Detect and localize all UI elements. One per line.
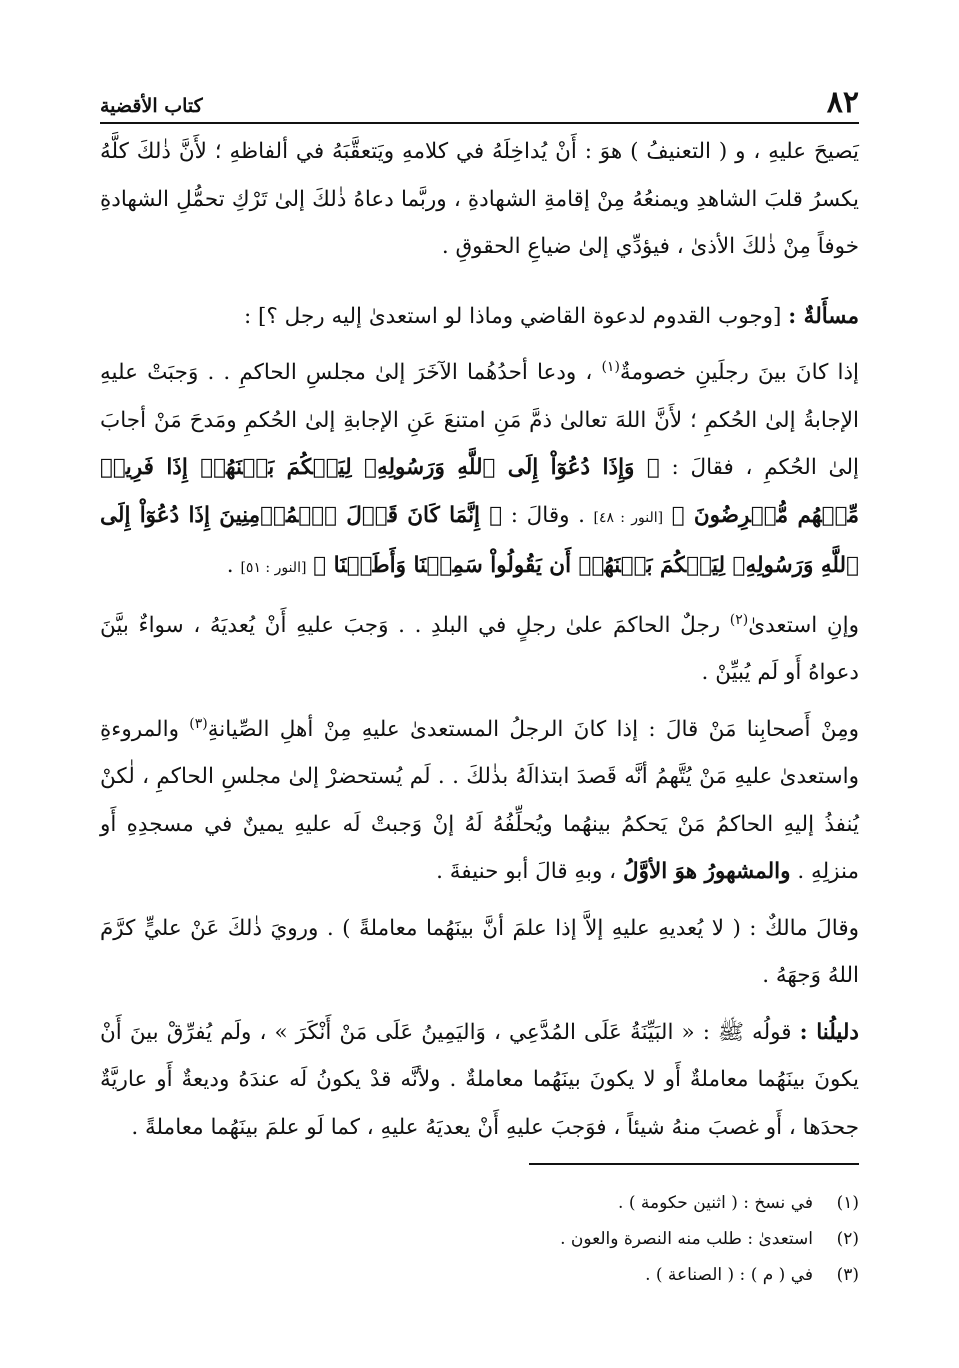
footnote-3 bbox=[100, 1257, 859, 1293]
paragraph-5-text-a: ومِنْ أَصحابِنا مَنْ قالَ : إذا كانَ الرجلُ المستعدىٰ عليهِ مِنْ أهلِ الصِّيانةِ bbox=[207, 716, 859, 742]
footnote-number: (٢) bbox=[836, 1229, 859, 1249]
footnote-text: استعدىٰ : طلب منه النصرة والعون . bbox=[560, 1229, 813, 1249]
footnote-number: (٣) bbox=[836, 1265, 859, 1285]
paragraph-1 bbox=[100, 128, 859, 271]
paragraph-4-text-a: وإنِ استعدىٰ bbox=[748, 612, 859, 638]
issue-heading bbox=[100, 293, 859, 341]
page-header bbox=[100, 78, 859, 124]
paragraph-5-text-b: والمروءةِ واستعدىٰ عليهِ مَنْ يُتَّهمُ أنَّه قَصدَ ابتذالَهُ بذٰلكَ . . لَم يُستحضرْ إلىٰ مجلسِ الحاكمِ ، لٰكنْ يُنفذُ إليهِ الحاكمُ مَنْ يَحكمُ بينهُما ويُحلِّفُهُ لَهُ إنْ وَجبتْ لَه عليهِ يمينٌ في مسجدِهِ أَو منزلِهِ . bbox=[100, 716, 859, 884]
quran-verse-1: ﴿ وَإِذَا دُعُوٓاْ إِلَى ٱللَّهِ وَرَسُولِهِۦ لِيَحۡكُمَ بَيۡنَهُمۡ إِذَا فَرِيقٞ مِّنۡهُم مُّعۡرِضُونَ ﴾ bbox=[100, 455, 859, 528]
page-number: ٨٢ bbox=[826, 85, 859, 120]
footnote-text: في نسخ : ( اثنين حكومة ) . bbox=[618, 1193, 813, 1213]
paragraph-6 bbox=[100, 905, 859, 1000]
footnote-text: في ( م ) : ( الصناعة ) . bbox=[645, 1265, 813, 1285]
paragraph-3-text-c: . وقالَ : bbox=[510, 502, 585, 528]
paragraph-4 bbox=[100, 602, 859, 697]
paragraph-5-bold: والمشهورُ هوَ الأوَّلُ bbox=[622, 859, 791, 884]
paragraph-1-text: يَصيحَ عليهِ ، و ( التعنيفُ ) هوَ : أَنْ يُداخِلَهُ في كلامهِ ويَتعقَّبَهُ في ألفاظهِ ؛ لأَنَّ ذٰلكَ كلَّهُ يكسرُ قلبَ الشاهدِ ويمنعُهُ مِنْ إقامةِ الشهادةِ ، وربَّما دعاهُ ذٰلكَ إلىٰ تَرْكِ تحمُّلِ الشهادةِ خوفاً مِنْ ذٰلكَ الأذىٰ ، فيؤدِّي إلىٰ ضياعِ الحقوقِ . bbox=[100, 139, 859, 259]
paragraph-6-text: وقالَ مالكٌ : ( لا يُعديهِ عليهِ إلاَّ إذا علمَ أنَّ بينَهُما معاملةً ) . ورويَ ذٰلكَ عَنْ عليٍّ كرَّمَ اللهُ وَجهَهُ . bbox=[100, 915, 859, 988]
paragraph-3-text-a: إذا كانَ بينَ رجلَينِ خصومةٌ bbox=[619, 360, 859, 385]
footnote-mark-2: (٢) bbox=[729, 611, 749, 628]
footnote-mark-3: (٣) bbox=[189, 715, 208, 732]
paragraph-5 bbox=[100, 706, 859, 896]
evidence-label: دليلُنا : bbox=[799, 1019, 859, 1045]
footnote-number: (١) bbox=[836, 1193, 859, 1213]
issue-label: مسأَلةٌ : bbox=[788, 303, 859, 329]
paragraph-7 bbox=[100, 1009, 859, 1152]
paragraph-3-text-b: ، ودعا أحدُهُما الآخَرَ إلىٰ مجلسِ الحاكمِ . . وَجبَتْ عليهِ الإجابةُ إلىٰ الحُكمِ ؛ لأَنَّ اللهَ تعالىٰ ذمَّ مَنِ امتنعَ عَنِ الإجابةِ إلىٰ الحُكمِ ومَدحَ مَنْ أجابَ إلىٰ الحُكمِ ، فقالَ : bbox=[100, 360, 860, 480]
footnote-1 bbox=[100, 1185, 859, 1221]
footnote-2 bbox=[100, 1221, 859, 1257]
paragraph-3-end: . bbox=[226, 553, 234, 578]
footnotes bbox=[100, 1185, 859, 1293]
book-title: كتاب الأقضية bbox=[100, 95, 203, 117]
verse-reference-1: [النور : ٤٨] bbox=[593, 509, 664, 526]
issue-title: [وجوب القدوم لدعوة القاضي وماذا لو استعدىٰ إليه رجل ؟] : bbox=[243, 303, 782, 329]
paragraph-7-text: قولُه ﷺ : « البَيِّنَةُ عَلَى المُدَّعِي ، وَاليَمِينُ عَلَى مَنْ أَنْكَرَ » ، ولَم يُفرِّقْ بينَ أَنْ يكونَ بينَهُما معاملةٌ أَو لا يكونَ بينَهُما معاملةٌ . ولأنَّه قدْ يكونُ لَه عندَهُ وديعةٌ أَو عاريَّةٌ جحدَها ، أَو غصبَ منهُ شيئاً ، فوَجبَ عليهِ أَنْ يعديَهُ عليهِ ، كما لَو علمَ بينَهُما معاملةً . bbox=[100, 1019, 859, 1140]
footnote-mark-1: (١) bbox=[601, 358, 620, 375]
footnote-divider bbox=[529, 1163, 859, 1165]
paragraph-4-text-b: رجلٌ الحاكمَ علىٰ رجلٍ في البلدِ . . وَجبَ عليهِ أَنْ يُعديَهُ ، سواءٌ بيَّنَ دعواهُ أَو لَم يُبيِّنْ . bbox=[100, 612, 859, 685]
paragraph-5-text-c: ، وبهِ قالَ أبو حنيفةَ . bbox=[436, 859, 617, 884]
body-text bbox=[100, 128, 859, 1160]
quran-verse-2: ﴿ إِنَّمَا كَانَ قَوۡلَ ٱلۡمُؤۡمِنِينَ إِذَا دُعُوٓاْ إِلَى ٱللَّهِ وَرَسُولِهِۦ لِيَحۡكُمَ بَيۡنَهُمۡ أَن يَقُولُواْ سَمِعۡنَا وَأَطَعۡنَا ﴾ bbox=[100, 502, 859, 578]
verse-reference-2: [النور : ٥١] bbox=[240, 560, 307, 576]
paragraph-3 bbox=[100, 349, 859, 593]
